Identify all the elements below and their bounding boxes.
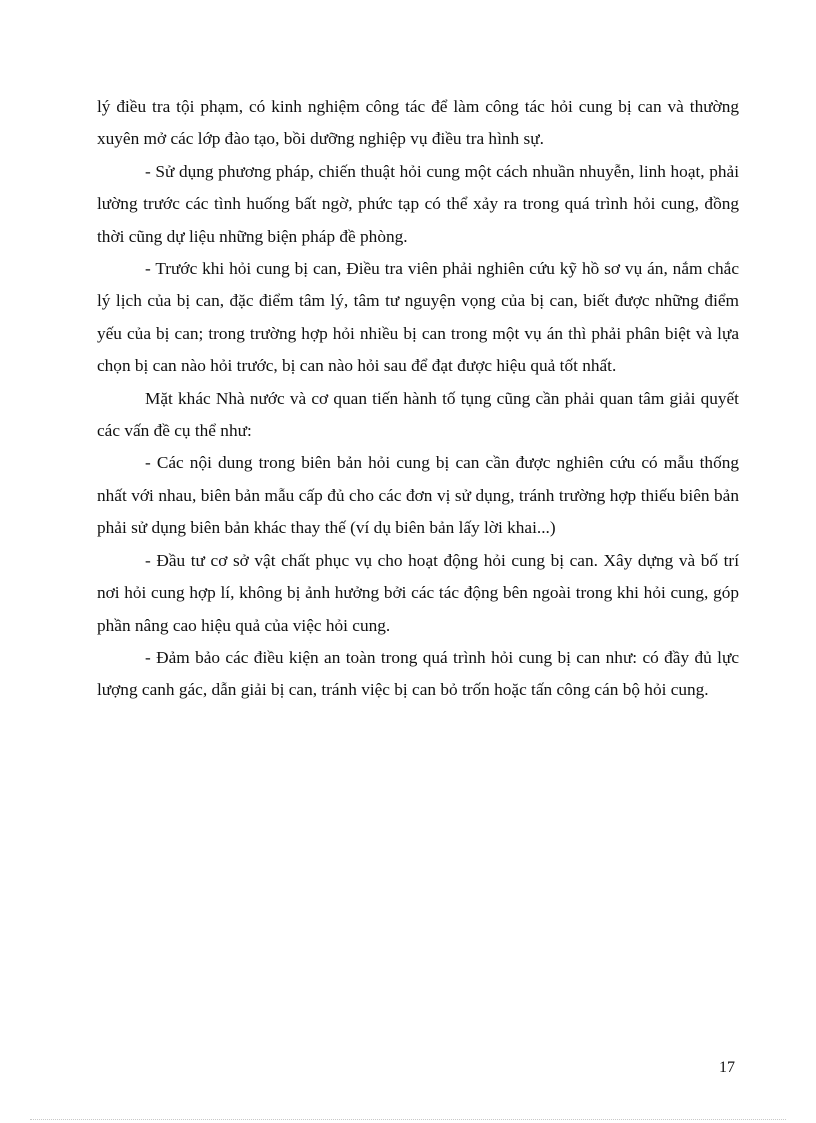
paragraph-bullet-preparation: - Trước khi hỏi cung bị can, Điều tra viên phải nghiên cứu kỹ hồ sơ vụ án, nắm chắc lý lịch của bị can, đặc điểm tâm lý, tâm tư nguyện vọng của bị can, biết được những điểm yếu của bị can; trong trường hợp hỏi nhiều bị can trong một vụ án thì phải phân biệt và lựa chọn bị can nào hỏi trước, bị can nào hỏi sau để đạt được hiệu quả tốt nhất. (97, 259, 739, 376)
paragraph-bullet-facilities: - Đầu tư cơ sở vật chất phục vụ cho hoạt động hỏi cung bị can. Xây dựng và bố trí nơi hỏi cung hợp lí, không bị ảnh hưởng bởi các tác động bên ngoài trong khi hỏi cung, góp phần nâng cao hiệu quả của việc hỏi cung. (97, 550, 739, 635)
paragraph-bullet-records: - Các nội dung trong biên bản hỏi cung bị can cần được nghiên cứu có mẫu thống nhất với nhau, biên bản mẫu cấp đủ cho các đơn vị sử dụng, tránh trường hợp thiếu biên bản phải sử dụng biên bản khác thay thế (ví dụ biên bản lấy lời khai...) (97, 453, 739, 538)
paragraph-continuation: lý điều tra tội phạm, có kinh nghiệm công tác để làm công tác hỏi cung bị can và thường xuyên mở các lớp đào tạo, bồi dưỡng nghiệp vụ điều tra hình sự. (97, 97, 739, 149)
page-bottom-divider (30, 1119, 786, 1120)
body-text (97, 91, 739, 707)
paragraph-bullet-tactics: - Sử dụng phương pháp, chiến thuật hỏi cung một cách nhuần nhuyễn, linh hoạt, phải lường trước các tình huống bất ngờ, phức tạp có thể xảy ra trong quá trình hỏi cung, đồng thời cũng dự liệu những biện pháp đề phòng. (97, 161, 739, 246)
paragraph-state-agencies: Mặt khác Nhà nước và cơ quan tiến hành tố tụng cũng cần phải quan tâm giải quyết các vấn đề cụ thể như: (97, 388, 739, 441)
page-number: 17 (719, 1059, 735, 1076)
paragraph-bullet-safety: - Đảm bảo các điều kiện an toàn trong quá trình hỏi cung bị can như: có đầy đủ lực lượng canh gác, dẫn giải bị can, tránh việc bị can bỏ trốn hoặc tấn công cán bộ hỏi cung. (97, 647, 739, 700)
